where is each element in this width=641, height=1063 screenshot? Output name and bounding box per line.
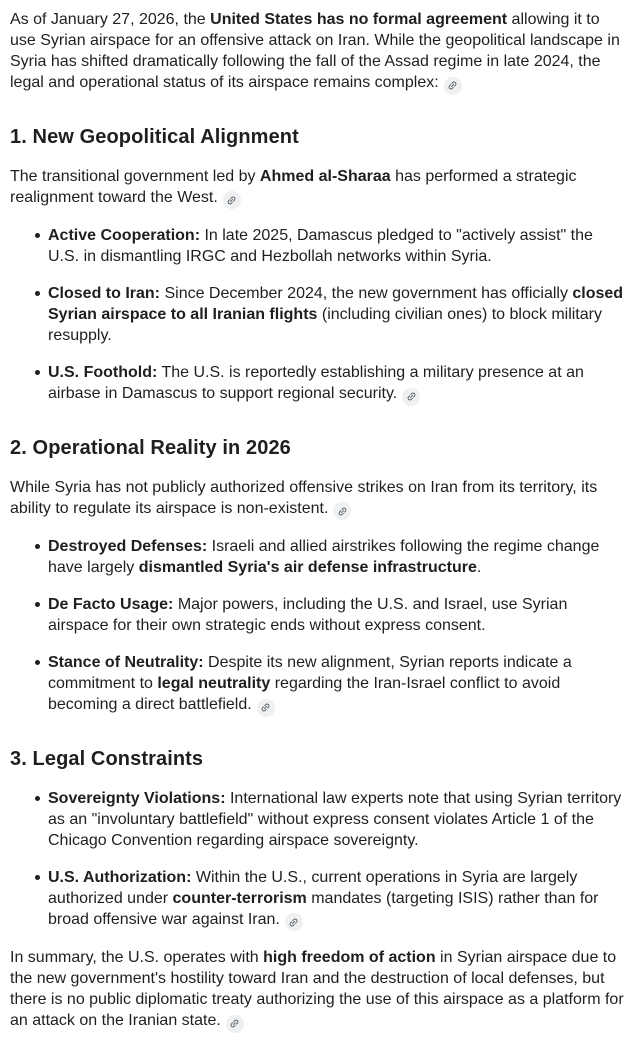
list-item: [10, 788, 627, 851]
text-segment: .: [476, 559, 482, 576]
text-segment: While Syria has not publicly authorized offensive strikes on Iran from its territory, its ability to regulate its airspace is non-existent.: [10, 478, 598, 517]
list-item: [10, 652, 627, 717]
bold-text-segment: De Facto Usage:: [48, 596, 174, 613]
text-segment: Israeli and allied airstrikes following the regime change have largely: [48, 538, 600, 576]
citation-link-icon[interactable]: [285, 913, 303, 931]
bold-text-segment: Ahmed al-Sharaa: [259, 167, 391, 185]
text-segment: International law experts note that using Syrian territory as an "involuntary battlefield" without express consent violates Article 1 of the Chicago Convention regarding airspace sovereignty.: [48, 789, 622, 849]
bold-text-segment: dismantled Syria's air defense infrastructure: [138, 559, 477, 576]
text-segment: regarding the Iran-Israel conflict to avoid becoming a direct battlefield.: [48, 675, 561, 713]
paragraph: [10, 9, 627, 95]
paragraph: [10, 947, 627, 1033]
bullet-list: [10, 788, 627, 932]
bold-text-segment: Sovereignty Violations:: [48, 789, 226, 807]
list-item: [10, 594, 627, 636]
text-segment: Despite its new alignment, Syrian reports indicate a commitment to: [48, 654, 572, 692]
link-icon: [337, 506, 348, 517]
text-segment: mandates (targeting ISIS) rather than for broad offensive war against Iran.: [48, 889, 599, 928]
link-icon: [226, 195, 237, 206]
bold-text-segment: high freedom of action: [263, 949, 436, 966]
citation-link-icon[interactable]: [223, 191, 241, 209]
paragraph: [10, 166, 627, 210]
text-segment: allowing it to use Syrian airspace for an offensive attack on Iran. While the geopolitical landscape in Syria has shifted dramatically following the fall of the Assad regime in late 2024, the legal and operational status of its airspace remains complex:: [10, 11, 620, 91]
citation-link-icon[interactable]: [444, 77, 462, 95]
text-segment: in Syrian airspace due to the new government's hostility toward Iran and the destruction of local defenses, but there is no public diplomatic treaty authorizing the use of this airspace as a platform for an attack on the Iranian state.: [10, 949, 624, 1029]
link-icon: [288, 917, 299, 928]
bold-text-segment: U.S. Authorization:: [48, 868, 192, 886]
text-segment: The transitional government led by: [10, 167, 260, 185]
list-item: [10, 867, 627, 932]
bold-text-segment: legal neutrality: [157, 675, 271, 692]
citation-link-icon[interactable]: [333, 502, 351, 520]
bold-text-segment: United States has no formal agreement: [210, 11, 508, 28]
bold-text-segment: closed Syrian airspace to all Iranian flights: [48, 285, 624, 323]
text-segment: Major powers, including the U.S. and Israel, use Syrian airspace for their own strategic ends without express consent.: [48, 596, 568, 634]
link-icon: [406, 391, 417, 402]
paragraph: [10, 477, 627, 521]
citation-link-icon[interactable]: [257, 699, 275, 717]
bold-text-segment: counter-terrorism: [172, 889, 307, 907]
bold-text-segment: Destroyed Defenses:: [48, 538, 208, 555]
text-segment: In summary, the U.S. operates with: [10, 949, 264, 966]
section-heading: 3. Legal Constraints: [10, 747, 204, 770]
bold-text-segment: Stance of Neutrality:: [48, 654, 204, 671]
text-segment: As of January 27, 2026, the: [10, 11, 211, 28]
bold-text-segment: Active Cooperation:: [48, 227, 201, 244]
list-item: [10, 283, 627, 346]
list-item: [10, 362, 627, 406]
bold-text-segment: Closed to Iran:: [48, 285, 161, 302]
text-segment: The U.S. is reportedly establishing a military presence at an airbase in Damascus to support regional security.: [48, 364, 584, 402]
section-heading: 1. New Geopolitical Alignment: [10, 125, 299, 148]
text-segment: Since December 2024, the new government has officially: [160, 285, 573, 302]
bold-text-segment: U.S. Foothold:: [48, 364, 158, 381]
text-segment: (including civilian ones) to block military resupply.: [48, 306, 602, 344]
text-segment: has performed a strategic realignment toward the West.: [10, 167, 577, 206]
bullet-list: [10, 536, 627, 717]
link-icon: [260, 702, 271, 713]
text-segment: In late 2025, Damascus pledged to "actively assist" the U.S. in dismantling IRGC and Hezbollah networks within Syria.: [48, 227, 593, 265]
list-item: [10, 225, 627, 267]
link-icon: [447, 80, 458, 91]
list-item: [10, 536, 627, 578]
citation-link-icon[interactable]: [402, 388, 420, 406]
text-segment: Within the U.S., current operations in Syria are largely authorized under: [48, 868, 578, 907]
bullet-list: [10, 225, 627, 406]
section-heading: 2. Operational Reality in 2026: [10, 436, 291, 459]
